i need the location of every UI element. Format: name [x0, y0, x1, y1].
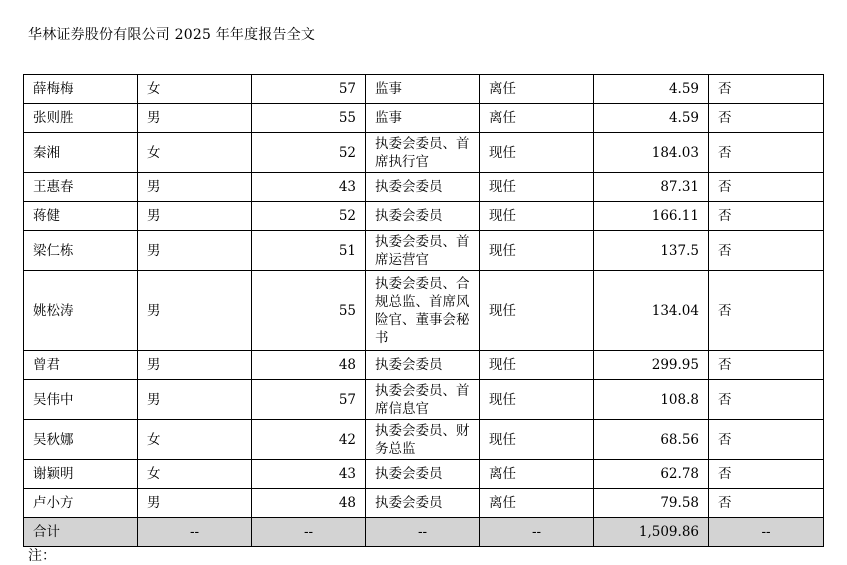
status-cell: 现任 — [480, 231, 594, 271]
pay-cell: 108.8 — [594, 380, 709, 420]
position-cell: 执委会委员、合规总监、首席风险官、董事会秘书 — [366, 271, 480, 351]
gender-cell: 女 — [138, 460, 252, 489]
age-cell: 52 — [252, 202, 366, 231]
gender-cell: 男 — [138, 489, 252, 518]
position-cell: 执委会委员、财务总监 — [366, 420, 480, 460]
table-row — [24, 271, 824, 351]
position-cell: 执委会委员、首席运营官 — [366, 231, 480, 271]
related-cell: 否 — [709, 75, 824, 104]
gender-cell: 男 — [138, 351, 252, 380]
executive-compensation-table — [23, 74, 824, 547]
gender-cell: 男 — [138, 202, 252, 231]
age-cell: 48 — [252, 489, 366, 518]
table-row — [24, 173, 824, 202]
pay-cell: 134.04 — [594, 271, 709, 351]
pay-cell: 137.5 — [594, 231, 709, 271]
status-cell: 现任 — [480, 173, 594, 202]
table-row — [24, 133, 824, 173]
age-cell: 42 — [252, 420, 366, 460]
position-cell: 执委会委员、首席信息官 — [366, 380, 480, 420]
position-cell: 监事 — [366, 104, 480, 133]
status-cell: 现任 — [480, 271, 594, 351]
position-cell: 执委会委员 — [366, 351, 480, 380]
total-label-cell: 合计 — [24, 518, 138, 547]
pay-cell: 4.59 — [594, 75, 709, 104]
age-cell: 52 — [252, 133, 366, 173]
related-cell: 否 — [709, 351, 824, 380]
pay-cell: 87.31 — [594, 173, 709, 202]
pay-cell: 184.03 — [594, 133, 709, 173]
gender-cell: 男 — [138, 104, 252, 133]
name-cell: 薛梅梅 — [24, 75, 138, 104]
position-cell: 执委会委员、首席执行官 — [366, 133, 480, 173]
pay-cell: 299.95 — [594, 351, 709, 380]
age-cell: 43 — [252, 173, 366, 202]
footnote-label: 注： — [28, 548, 56, 564]
age-cell: 55 — [252, 104, 366, 133]
name-cell: 秦湘 — [24, 133, 138, 173]
total-gender-cell: -- — [138, 518, 252, 547]
pay-cell: 4.59 — [594, 104, 709, 133]
table-row — [24, 420, 824, 460]
related-cell: 否 — [709, 460, 824, 489]
gender-cell: 男 — [138, 173, 252, 202]
status-cell: 离任 — [480, 104, 594, 133]
total-age-cell: -- — [252, 518, 366, 547]
age-cell: 48 — [252, 351, 366, 380]
pay-cell: 79.58 — [594, 489, 709, 518]
name-cell: 卢小方 — [24, 489, 138, 518]
name-cell: 蒋健 — [24, 202, 138, 231]
document-header-title: 华林证券股份有限公司 2025 年年度报告全文 — [28, 27, 316, 43]
name-cell: 梁仁栋 — [24, 231, 138, 271]
related-cell: 否 — [709, 173, 824, 202]
name-cell: 吴秋娜 — [24, 420, 138, 460]
gender-cell: 女 — [138, 133, 252, 173]
table-row — [24, 231, 824, 271]
total-status-cell: -- — [480, 518, 594, 547]
name-cell: 张则胜 — [24, 104, 138, 133]
related-cell: 否 — [709, 489, 824, 518]
status-cell: 现任 — [480, 380, 594, 420]
total-pay-cell: 1,509.86 — [594, 518, 709, 547]
name-cell: 姚松涛 — [24, 271, 138, 351]
related-cell: 否 — [709, 202, 824, 231]
age-cell: 55 — [252, 271, 366, 351]
related-cell: 否 — [709, 380, 824, 420]
pay-cell: 62.78 — [594, 460, 709, 489]
related-cell: 否 — [709, 271, 824, 351]
age-cell: 57 — [252, 380, 366, 420]
related-cell: 否 — [709, 133, 824, 173]
table-row — [24, 202, 824, 231]
status-cell: 现任 — [480, 351, 594, 380]
total-row — [24, 518, 824, 547]
name-cell: 吴伟中 — [24, 380, 138, 420]
total-related-cell: -- — [709, 518, 824, 547]
position-cell: 执委会委员 — [366, 202, 480, 231]
status-cell: 离任 — [480, 489, 594, 518]
status-cell: 现任 — [480, 202, 594, 231]
position-cell: 执委会委员 — [366, 489, 480, 518]
related-cell: 否 — [709, 420, 824, 460]
age-cell: 43 — [252, 460, 366, 489]
related-cell: 否 — [709, 231, 824, 271]
status-cell: 离任 — [480, 460, 594, 489]
related-cell: 否 — [709, 104, 824, 133]
age-cell: 51 — [252, 231, 366, 271]
gender-cell: 男 — [138, 380, 252, 420]
table-row — [24, 351, 824, 380]
name-cell: 谢颖明 — [24, 460, 138, 489]
pay-cell: 68.56 — [594, 420, 709, 460]
gender-cell: 男 — [138, 231, 252, 271]
table-row — [24, 380, 824, 420]
table-row — [24, 75, 824, 104]
total-position-cell: -- — [366, 518, 480, 547]
age-cell: 57 — [252, 75, 366, 104]
status-cell: 现任 — [480, 420, 594, 460]
position-cell: 执委会委员 — [366, 173, 480, 202]
table-row — [24, 489, 824, 518]
status-cell: 现任 — [480, 133, 594, 173]
status-cell: 离任 — [480, 75, 594, 104]
position-cell: 监事 — [366, 75, 480, 104]
gender-cell: 女 — [138, 420, 252, 460]
table-row — [24, 460, 824, 489]
gender-cell: 男 — [138, 271, 252, 351]
gender-cell: 女 — [138, 75, 252, 104]
pay-cell: 166.11 — [594, 202, 709, 231]
name-cell: 曾君 — [24, 351, 138, 380]
name-cell: 王惠春 — [24, 173, 138, 202]
position-cell: 执委会委员 — [366, 460, 480, 489]
table-row — [24, 104, 824, 133]
